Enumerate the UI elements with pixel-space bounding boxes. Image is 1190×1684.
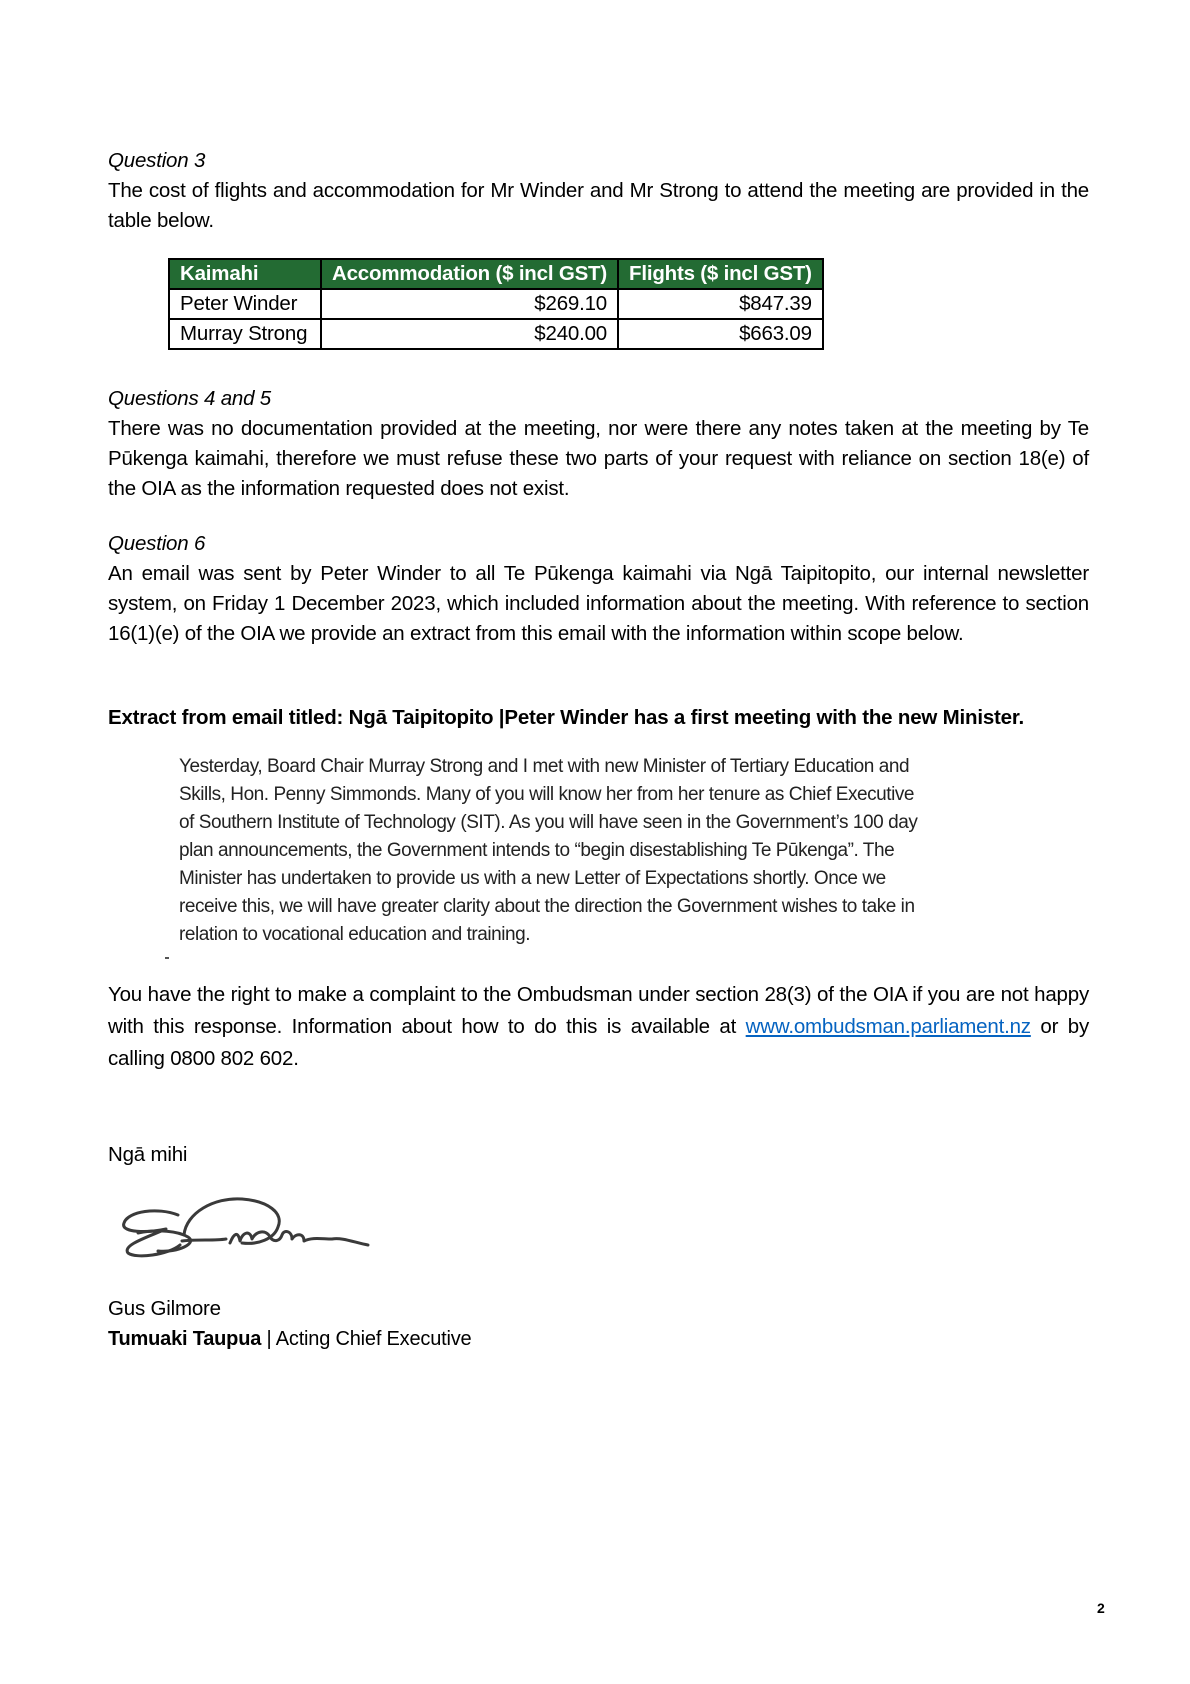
signature-icon (118, 1193, 408, 1263)
extract-line: relation to vocational education and training. (179, 924, 531, 945)
title-separator: | (261, 1328, 276, 1350)
greeting: Ngā mihi (108, 1143, 188, 1166)
extract-line: Yesterday, Board Chair Murray Strong and I met with new Minister of Tertiary Education and (179, 756, 910, 777)
cell-accommodation: $240.00 (321, 319, 618, 349)
signatory-title-maori: Tumuaki Taupua (108, 1328, 262, 1350)
ombudsman-link[interactable]: www.ombudsman.parliament.nz (745, 1015, 1031, 1038)
question-3-text: The cost of flights and accommodation for Mr Winder and Mr Strong to attend the meeting are provided in the table below. (108, 179, 1089, 232)
cell-name: Murray Strong (169, 319, 321, 349)
signature-image (118, 1193, 408, 1268)
complaint-paragraph (108, 979, 1089, 1075)
question-6-text: An email was sent by Peter Winder to all Te Pūkenga kaimahi via Ngā Taipitopito, our internal newsletter system, on Friday 1 December 2023, which included information about the meeting. With reference to section 16(1)(e) of the OIA we provide an extract from this email with the information within scope below. (108, 562, 1089, 645)
question-6-section (108, 529, 1089, 649)
table-row (169, 289, 823, 319)
question-3-heading: Question 3 (108, 149, 206, 172)
email-extract (179, 753, 1059, 949)
signatory-title-english: Acting Chief Executive (275, 1328, 472, 1350)
signatory-title (108, 1324, 1089, 1354)
extract-line: Skills, Hon. Penny Simmonds. Many of you will know her from her tenure as Chief Executive (179, 784, 915, 805)
table-header-row (169, 259, 823, 289)
extract-title: Extract from email titled: Ngā Taipitopito |Peter Winder has a first meeting with the new Minister. (108, 706, 1024, 729)
extract-line: of Southern Institute of Technology (SIT). As you will have seen in the Government’s 100 day (179, 812, 918, 833)
complaint-after-link: or by calling 0800 802 602. (108, 1015, 1090, 1070)
cell-flights: $847.39 (618, 289, 823, 319)
cell-accommodation: $269.10 (321, 289, 618, 319)
questions-4-5-section (108, 384, 1089, 504)
signatory-name: Gus Gilmore (108, 1297, 221, 1320)
complaint-text: You have the right to make a complaint to the Ombudsman under section 28(3) of the OIA if you are not happy with this response. Information about how to do this is available at (108, 983, 1089, 1038)
questions-4-5-heading: Questions 4 and 5 (108, 387, 271, 410)
cost-table (168, 258, 824, 350)
cell-name: Peter Winder (169, 289, 321, 319)
column-header-kaimahi: Kaimahi (169, 259, 321, 289)
cell-flights: $663.09 (618, 319, 823, 349)
column-header-flights: Flights ($ incl GST) (618, 259, 823, 289)
extract-line: receive this, we will have greater clarity about the direction the Government wishes to take in (179, 896, 915, 917)
page-number: 2 (1097, 1600, 1105, 1616)
question-3-section (108, 146, 1089, 236)
question-6-heading: Question 6 (108, 532, 206, 555)
stray-mark (165, 957, 169, 959)
extract-line: plan announcements, the Government intends to “begin disestablishing Te Pūkenga”. The (179, 840, 895, 861)
extract-line: Minister has undertaken to provide us with a new Letter of Expectations shortly. Once we (179, 868, 886, 889)
questions-4-5-text: There was no documentation provided at the meeting, nor were there any notes taken at the meeting by Te Pūkenga kaimahi, therefore we must refuse these two parts of your request with reliance on section 18(e) of the OIA as the information requested does not exist. (108, 417, 1089, 500)
column-header-accommodation: Accommodation ($ incl GST) (321, 259, 618, 289)
table-row (169, 319, 823, 349)
